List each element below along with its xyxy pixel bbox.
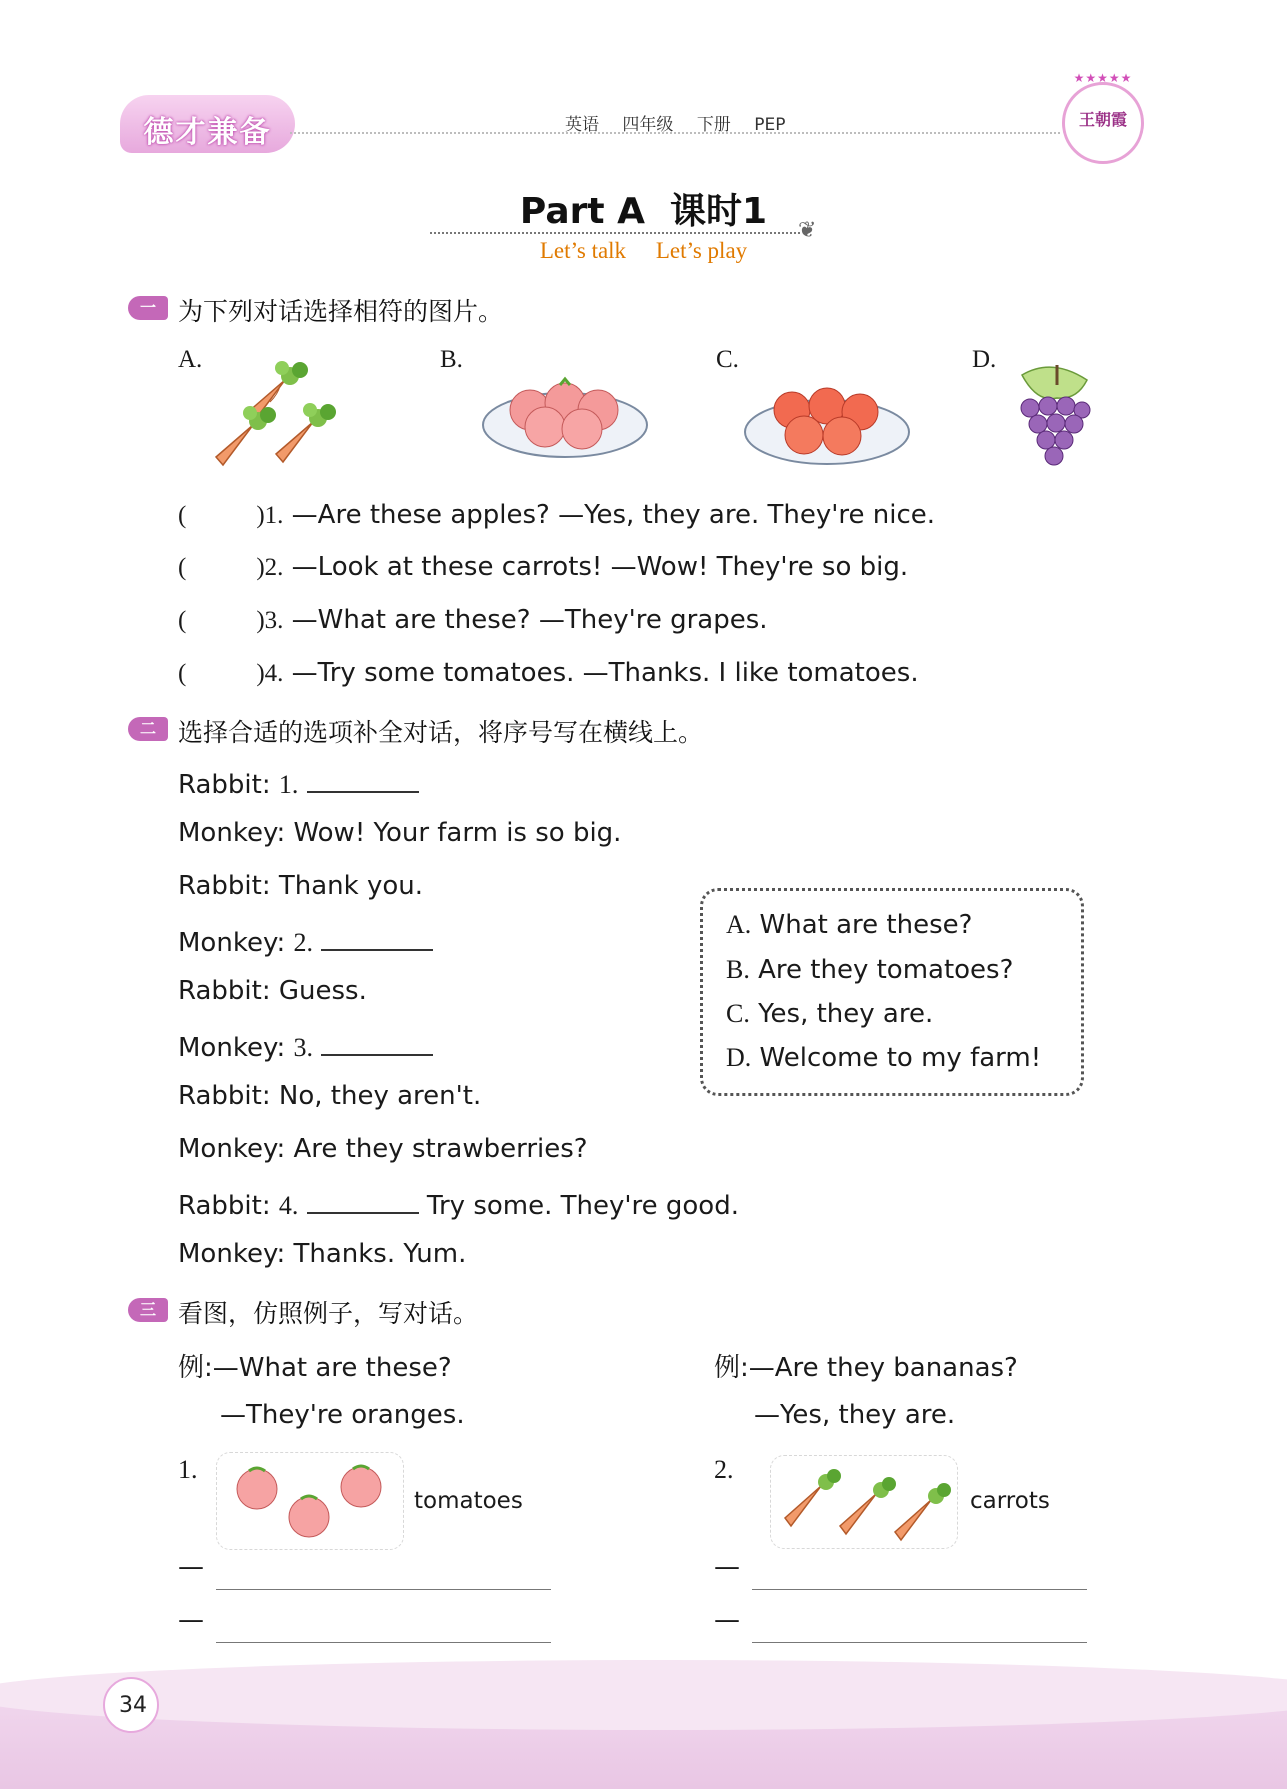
grapes-icon — [1002, 360, 1112, 480]
author-seal-text: 王朝霞 — [1078, 110, 1127, 129]
header-subject: 英语 — [565, 115, 599, 135]
picture-d-label: D. — [972, 346, 997, 373]
list-item: ( )3. —What are these? —They're grapes. — [178, 605, 768, 635]
author-seal-icon: ★★★★★ 王朝霞 — [1062, 82, 1144, 164]
title-divider — [430, 232, 800, 234]
option-d: D. Welcome to my farm! — [726, 1043, 1042, 1073]
picture-c-label: C. — [716, 346, 739, 373]
example-2-question: 例:—Are they bananas? — [714, 1353, 1018, 1383]
option-a: A. What are these? — [726, 910, 973, 940]
answer-blank[interactable] — [307, 765, 419, 793]
example-1-question: 例:—What are these? — [178, 1353, 452, 1383]
task-1-word: tomatoes — [414, 1488, 523, 1514]
tomatoes-icon — [217, 1453, 403, 1549]
list-item: ( )1. —Are these apples? —Yes, they are. They're nice. — [178, 500, 936, 530]
section-1-badge: 一 — [128, 296, 168, 320]
task-1-picture — [216, 1452, 404, 1550]
tomatoes-plate-icon — [480, 365, 650, 465]
option-c: C. Yes, they are. — [726, 999, 934, 1029]
answer-line[interactable] — [752, 1589, 1087, 1590]
dialogue-line: Monkey: Wow! Your farm is so big. — [178, 818, 622, 848]
answer-blank[interactable] — [321, 923, 433, 951]
header-volume: 下册 — [696, 115, 731, 135]
dialogue-line: Monkey: Are they strawberries? — [178, 1134, 588, 1164]
answer-blank[interactable] — [321, 1028, 433, 1056]
section-3-instruction: 看图，仿照例子，写对话。 — [178, 1299, 479, 1328]
header-edition: PEP — [754, 115, 786, 135]
dialogue-line: Monkey: 2. — [178, 923, 433, 958]
leaf-icon: ❦ — [798, 218, 817, 243]
dialogue-line: Monkey: Thanks. Yum. — [178, 1239, 467, 1269]
task-1-number: 1. — [178, 1455, 198, 1484]
tomatoes-plate-icon — [742, 380, 912, 475]
dialogue-line: Rabbit: 1. — [178, 765, 419, 800]
example-2-answer: —Yes, they are. — [754, 1400, 956, 1430]
answer-blank[interactable] — [307, 1186, 419, 1214]
section-2-instruction: 选择合适的选项补全对话，将序号写在横线上。 — [178, 718, 704, 747]
carrots-icon — [210, 350, 360, 475]
subtitle-lets-play: Let’s play — [655, 238, 748, 263]
list-item: ( )4. —Try some tomatoes. —Thanks. I like tomatoes. — [178, 658, 919, 688]
dialogue-line: Rabbit: No, they aren't. — [178, 1081, 482, 1111]
dash: — — [714, 1605, 740, 1635]
section-3-badge: 三 — [128, 1298, 168, 1322]
section-1-instruction: 为下列对话选择相符的图片。 — [178, 297, 504, 326]
dialogue-line: Rabbit: Thank you. — [178, 871, 424, 901]
answer-line[interactable] — [216, 1589, 551, 1590]
header-grade: 四年级 — [622, 115, 674, 135]
dialogue-line: Rabbit: Guess. — [178, 976, 367, 1006]
brand-logo-text: 德才兼备 — [143, 115, 272, 150]
dash: — — [178, 1552, 204, 1582]
section-2-badge: 二 — [128, 717, 168, 741]
picture-b-label: B. — [440, 346, 463, 373]
dash: — — [178, 1605, 204, 1635]
dialogue-line: Rabbit: 4. Try some. They're good. — [178, 1186, 739, 1221]
dash: — — [714, 1552, 740, 1582]
dialogue-line: Monkey: 3. — [178, 1028, 433, 1063]
footer-wave — [0, 1660, 1287, 1730]
task-2-word: carrots — [970, 1488, 1050, 1514]
page-number-badge — [103, 1677, 159, 1733]
brand-logo — [120, 95, 295, 153]
example-1-answer: —They're oranges. — [220, 1400, 465, 1430]
option-b: B. Are they tomatoes? — [726, 955, 1014, 985]
picture-a-label: A. — [178, 346, 203, 373]
header-meta — [565, 110, 803, 135]
subtitle-lets-talk: Let’s talk — [539, 238, 627, 263]
page-title: Part A 课时1 — [519, 191, 768, 232]
page-number: 34 — [119, 1693, 147, 1718]
answer-line[interactable] — [752, 1642, 1087, 1643]
task-2-number: 2. — [714, 1455, 734, 1484]
list-item: ( )2. —Look at these carrots! —Wow! They're so big. — [178, 552, 909, 582]
page-subtitle — [0, 238, 1287, 264]
task-2-picture — [770, 1455, 958, 1549]
carrots-icon — [771, 1456, 957, 1548]
answer-line[interactable] — [216, 1642, 551, 1643]
